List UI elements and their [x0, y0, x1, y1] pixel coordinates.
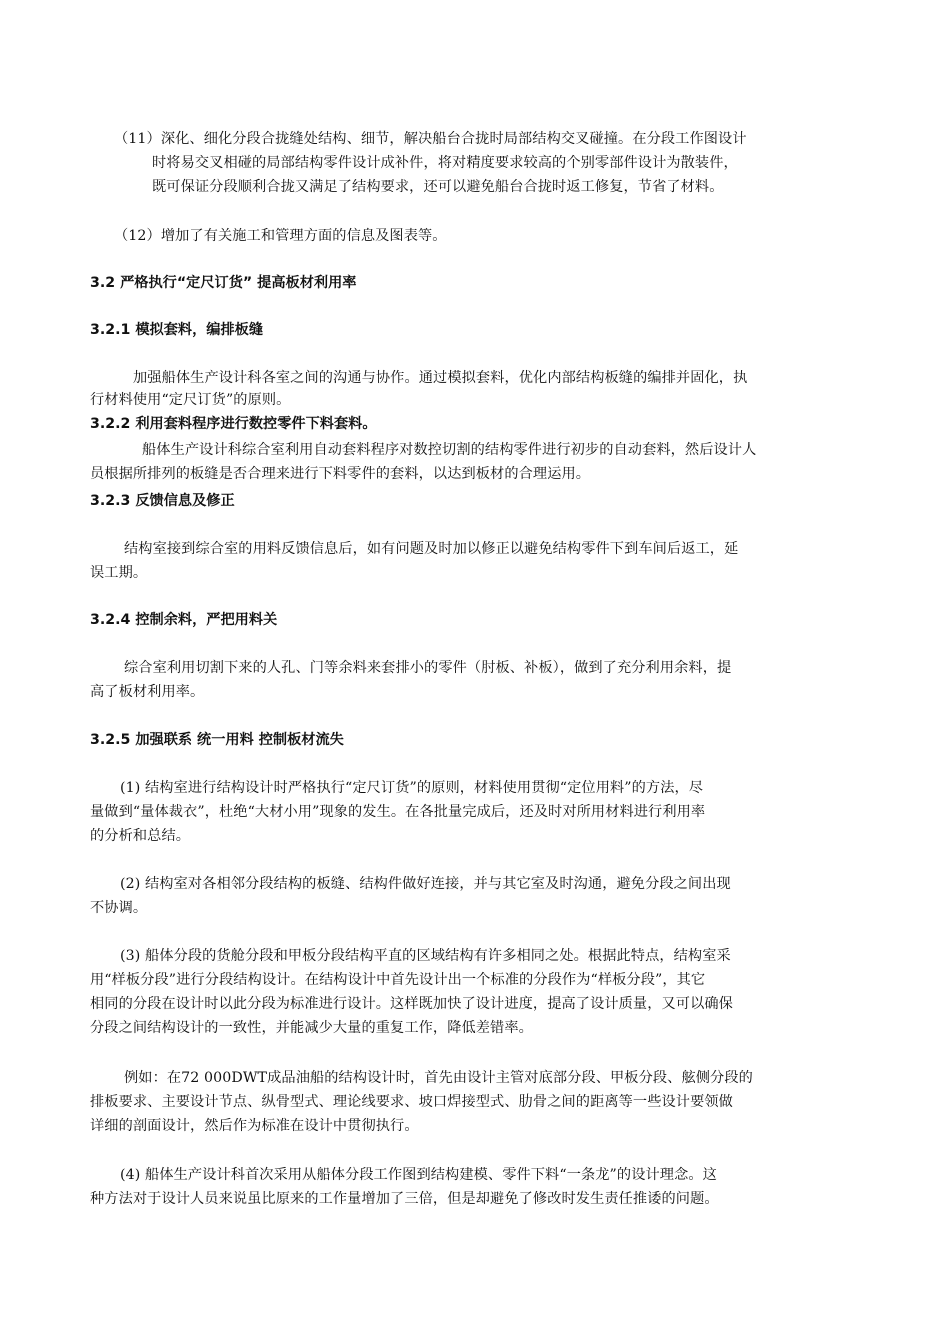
- section-heading-3-2-3: 3.2.3 反馈信息及修正: [90, 493, 235, 509]
- list-item-11: [114, 127, 859, 199]
- text-line: 高了板材利用率。: [90, 684, 205, 700]
- paragraph-example: [90, 1066, 855, 1138]
- paragraph-item-3: [90, 944, 855, 1040]
- text-line: 船体生产设计科综合室利用自动套料程序对数控切割的结构零件进行初步的自动套料，然后设计人: [142, 442, 757, 458]
- text-line: 分段之间结构设计的一致性，并能减少大量的重复工作，降低差错率。: [90, 1020, 533, 1036]
- text-line: 例如：在72 000DWT成品油船的结构设计时，首先由设计主管对底部分段、甲板分段、舷侧分段的: [124, 1070, 753, 1086]
- text-line: (1) 结构室进行结构设计时严格执行“定尺订货”的原则，材料使用贯彻“定位用料”的方法，尽: [120, 780, 704, 796]
- paragraph-item-2: [90, 872, 855, 920]
- text-line: (2) 结构室对各相邻分段结构的板缝、结构件做好连接，并与其它室及时沟通，避免分段之间出现: [120, 876, 731, 892]
- paragraph-3-2-2: [90, 438, 865, 486]
- paragraph-item-4: [90, 1163, 855, 1211]
- section-heading-3-2-1: 3.2.1 模拟套料，编排板缝: [90, 322, 264, 338]
- paragraph-3-2-3: [90, 537, 860, 585]
- text-line: 加强船体生产设计科各室之间的沟通与协作。通过模拟套料，优化内部结构板缝的编排并固化，执: [133, 370, 748, 386]
- text-line: (3) 船体分段的货舱分段和甲板分段结构平直的区域结构有许多相同之处。根据此特点，结构室采: [120, 948, 731, 964]
- paragraph-3-2-4: [90, 656, 860, 704]
- text-line: 行材料使用“定尺订货”的原则。: [90, 392, 291, 408]
- section-heading-3-2-5: 3.2.5 加强联系 统一用料 控制板材流失: [90, 732, 344, 748]
- paragraph-item-1: [90, 776, 855, 848]
- text-line: 结构室接到综合室的用料反馈信息后，如有问题及时加以修正以避免结构零件下到车间后返工，延: [124, 541, 739, 557]
- text-line: 相同的分段在设计时以此分段为标准进行设计。这样既加快了设计进度，提高了设计质量，又可以确保: [90, 996, 733, 1012]
- text-line: 量做到“量体裁衣”，杜绝“大材小用”现象的发生。在各批量完成后，还及时对所用材料进行利用率: [90, 804, 706, 820]
- text-line: 的分析和总结。: [90, 828, 191, 844]
- section-heading-3-2-2: 3.2.2 利用套料程序进行数控零件下料套料。: [90, 416, 377, 432]
- paragraph-3-2-1: [90, 366, 860, 412]
- text-line: 不协调。: [90, 900, 148, 916]
- text-line: 时将易交叉相碰的局部结构零件设计成补件，将对精度要求较高的个别零部件设计为散装件，: [152, 155, 738, 171]
- text-line: 种方法对于设计人员来说虽比原来的工作量增加了三倍，但是却避免了修改时发生责任推诿的问题。: [90, 1191, 719, 1207]
- text-line: 员根据所排列的板缝是否合理来进行下料零件的套料，以达到板材的合理运用。: [90, 466, 591, 482]
- text-line: （11）深化、细化分段合拢缝处结构、细节，解决船台合拢时局部结构交叉碰撞。在分段工作图设计: [114, 131, 747, 147]
- text-line: 误工期。: [90, 565, 148, 581]
- text-line: （12）增加了有关施工和管理方面的信息及图表等。: [114, 228, 447, 244]
- text-line: 排板要求、主要设计节点、纵骨型式、理论线要求、坡口焊接型式、肋骨之间的距离等一些设计要领做: [90, 1094, 733, 1110]
- section-heading-3-2-4: 3.2.4 控制余料，严把用料关: [90, 612, 278, 628]
- text-line: (4) 船体生产设计科首次采用从船体分段工作图到结构建模、零件下料“一条龙”的设计理念。这: [120, 1167, 717, 1183]
- list-item-12: [114, 224, 859, 248]
- text-line: 综合室利用切割下来的人孔、门等余料来套排小的零件（肘板、补板），做到了充分利用余料，提: [124, 660, 732, 676]
- section-heading-3-2: 3.2 严格执行“定尺订货” 提高板材利用率: [90, 275, 357, 291]
- text-line: 详细的剖面设计，然后作为标准在设计中贯彻执行。: [90, 1118, 419, 1134]
- text-line: 既可保证分段顺利合拢又满足了结构要求，还可以避免船台合拢时返工修复，节省了材料。: [152, 179, 724, 195]
- text-line: 用“样板分段”进行分段结构设计。在结构设计中首先设计出一个标准的分段作为“样板分段”，其它: [90, 972, 706, 988]
